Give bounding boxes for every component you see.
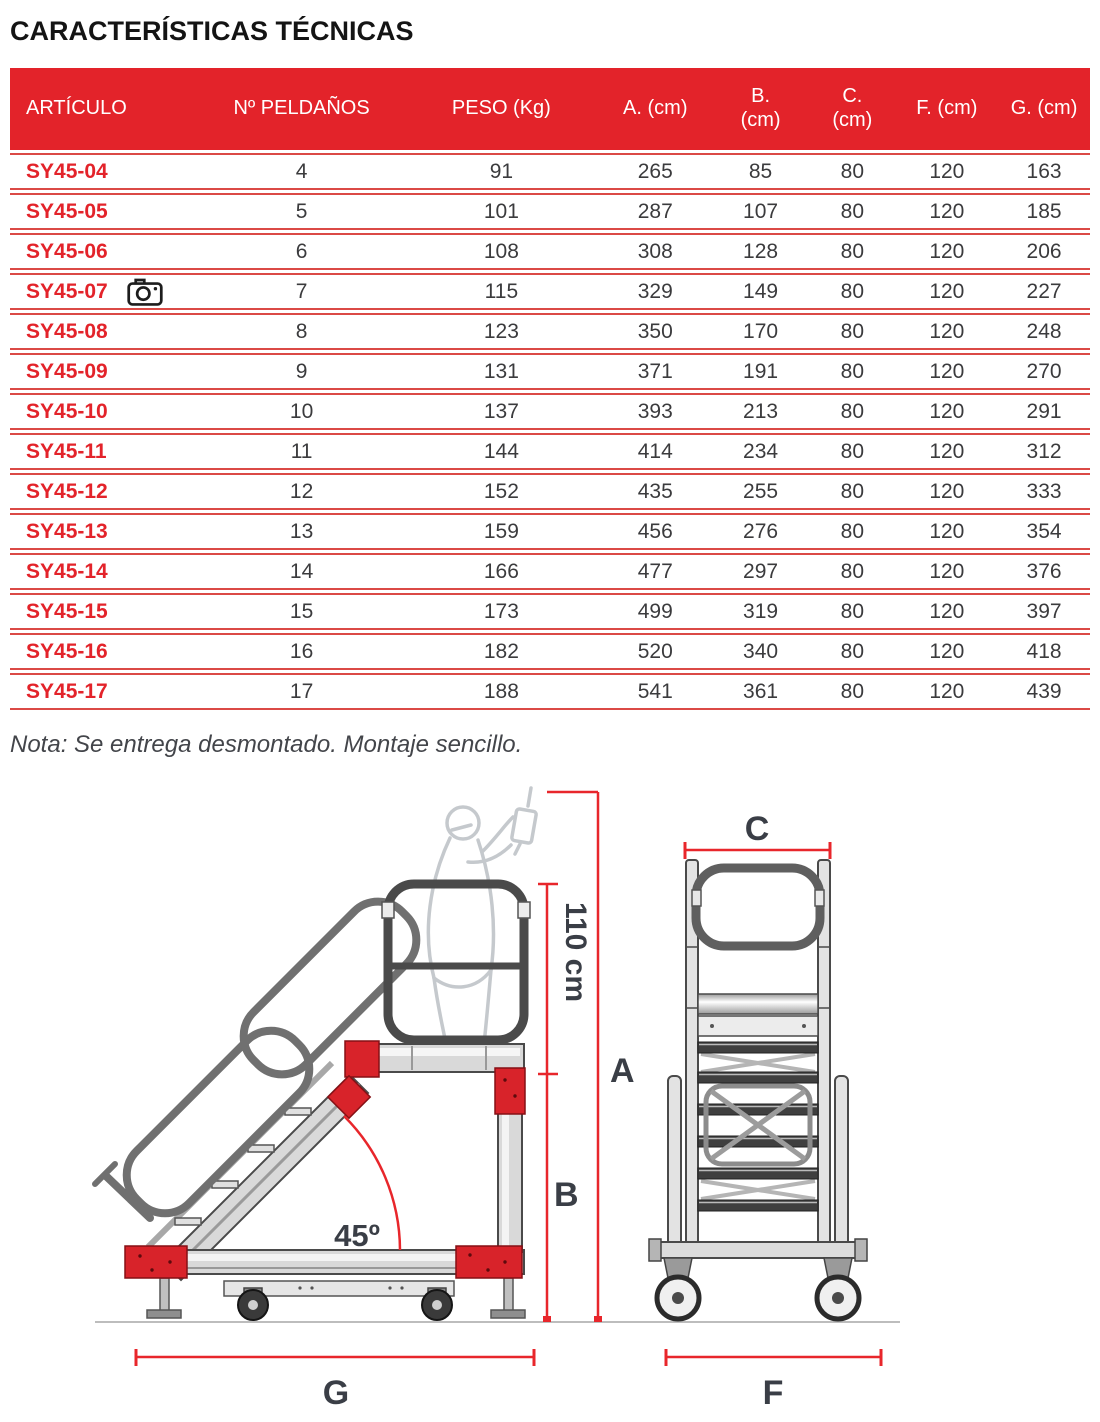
- cell-articulo: [10, 480, 199, 504]
- table-row: [10, 193, 1090, 230]
- dim-label-g: G: [322, 1374, 350, 1412]
- cell-articulo: [10, 320, 199, 344]
- cell-articulo: [10, 400, 199, 424]
- cell-f-cm: 120: [929, 439, 965, 463]
- articulo-code: SY45-13: [26, 519, 108, 543]
- front-guardrail: [692, 868, 824, 946]
- cell-num-peldanos: 4: [295, 159, 308, 183]
- dim-label-angle: 45º: [334, 1218, 380, 1253]
- cell-peso-kg: 182: [483, 639, 519, 663]
- dim-label-c: C: [744, 810, 770, 848]
- cell-c-cm: 80: [840, 679, 865, 703]
- column-header-g-cm: G. (cm): [1010, 97, 1078, 120]
- table-row: [10, 553, 1090, 590]
- articulo-code: SY45-12: [26, 479, 108, 503]
- cell-c-cm: 80: [840, 399, 865, 423]
- articulo-code: SY45-09: [26, 359, 108, 383]
- cell-num-peldanos: 9: [295, 359, 308, 383]
- articulo-code: SY45-04: [26, 159, 108, 183]
- side-view-drawing: [95, 788, 635, 1412]
- table-header-row: [10, 68, 1090, 150]
- cell-b-cm: 213: [743, 399, 779, 423]
- cell-g-cm: 439: [1026, 679, 1062, 703]
- cell-a-cm: 265: [637, 159, 673, 183]
- column-header-articulo: ARTÍCULO: [26, 97, 127, 120]
- cell-b-cm: 297: [743, 559, 779, 583]
- cell-peso-kg: 144: [483, 439, 519, 463]
- cell-b-cm: 255: [743, 479, 779, 503]
- cell-peso-kg: 173: [483, 599, 519, 623]
- cell-a-cm: 371: [637, 359, 673, 383]
- cell-articulo: [10, 560, 199, 584]
- table-row: [10, 593, 1090, 630]
- cell-articulo: [10, 277, 199, 307]
- cell-peso-kg: 159: [483, 519, 519, 543]
- cell-f-cm: 120: [929, 159, 965, 183]
- note-text: Nota: Se entrega desmontado. Montaje sencillo.: [10, 731, 523, 758]
- cell-g-cm: 227: [1026, 279, 1062, 303]
- cell-f-cm: 120: [929, 239, 965, 263]
- table-row: [10, 673, 1090, 710]
- cell-peso-kg: 166: [483, 559, 519, 583]
- cell-c-cm: 80: [840, 279, 865, 303]
- cell-articulo: [10, 600, 199, 624]
- cell-c-cm: 80: [840, 359, 865, 383]
- column-header-a-cm: A. (cm): [623, 97, 688, 120]
- spec-table: [10, 68, 1090, 710]
- articulo-code: SY45-17: [26, 679, 108, 703]
- table-row: [10, 273, 1090, 310]
- table-row: [10, 513, 1090, 550]
- cell-f-cm: 120: [929, 599, 965, 623]
- cell-c-cm: 80: [840, 639, 865, 663]
- front-base: [649, 1239, 867, 1319]
- camera-icon: [126, 277, 164, 307]
- column-header-c-cm: C. (cm): [832, 85, 873, 131]
- cell-articulo: [10, 240, 199, 264]
- cell-peso-kg: 108: [483, 239, 519, 263]
- cell-a-cm: 414: [637, 439, 673, 463]
- cell-a-cm: 393: [637, 399, 673, 423]
- cell-num-peldanos: 16: [289, 639, 314, 663]
- cell-c-cm: 80: [840, 559, 865, 583]
- cell-peso-kg: 152: [483, 479, 519, 503]
- dim-label-f: F: [762, 1374, 784, 1412]
- cell-a-cm: 329: [637, 279, 673, 303]
- cell-c-cm: 80: [840, 479, 865, 503]
- cell-b-cm: 128: [743, 239, 779, 263]
- cell-peso-kg: 101: [483, 199, 519, 223]
- cell-articulo: [10, 640, 199, 664]
- cell-peso-kg: 91: [489, 159, 514, 183]
- page-title: CARACTERÍSTICAS TÉCNICAS: [10, 16, 414, 46]
- cell-a-cm: 541: [637, 679, 673, 703]
- column-header-b-cm: B. (cm): [740, 85, 781, 131]
- cell-peso-kg: 123: [483, 319, 519, 343]
- table-row: [10, 433, 1090, 470]
- cell-articulo: [10, 680, 199, 704]
- cell-a-cm: 499: [637, 599, 673, 623]
- cell-g-cm: 333: [1026, 479, 1062, 503]
- articulo-code: SY45-15: [26, 599, 108, 623]
- cell-f-cm: 120: [929, 679, 965, 703]
- cell-f-cm: 120: [929, 399, 965, 423]
- articulo-code: SY45-08: [26, 319, 108, 343]
- cell-c-cm: 80: [840, 519, 865, 543]
- cell-num-peldanos: 12: [289, 479, 314, 503]
- cell-num-peldanos: 14: [289, 559, 314, 583]
- cell-num-peldanos: 10: [289, 399, 314, 423]
- technical-diagram: [0, 780, 1100, 1422]
- cell-g-cm: 354: [1026, 519, 1062, 543]
- table-row: [10, 153, 1090, 190]
- cell-f-cm: 120: [929, 359, 965, 383]
- cell-num-peldanos: 8: [295, 319, 308, 343]
- articulo-code: SY45-14: [26, 559, 108, 583]
- cell-c-cm: 80: [840, 199, 865, 223]
- cell-articulo: [10, 200, 199, 224]
- front-x-brace-frame: [706, 1086, 810, 1164]
- cell-b-cm: 191: [743, 359, 779, 383]
- cell-g-cm: 206: [1026, 239, 1062, 263]
- cell-f-cm: 120: [929, 319, 965, 343]
- table-row: [10, 393, 1090, 430]
- cell-g-cm: 270: [1026, 359, 1062, 383]
- cell-num-peldanos: 15: [289, 599, 314, 623]
- articulo-code: SY45-11: [26, 439, 107, 463]
- cell-f-cm: 120: [929, 199, 965, 223]
- cell-a-cm: 308: [637, 239, 673, 263]
- cell-peso-kg: 115: [484, 279, 519, 303]
- dim-label-b: B: [554, 1176, 579, 1214]
- cell-g-cm: 397: [1026, 599, 1062, 623]
- cell-b-cm: 170: [743, 319, 779, 343]
- cell-b-cm: 276: [743, 519, 779, 543]
- table-row: [10, 633, 1090, 670]
- cell-articulo: [10, 440, 199, 464]
- cell-g-cm: 291: [1026, 399, 1062, 423]
- cell-num-peldanos: 5: [295, 199, 308, 223]
- cell-num-peldanos: 6: [295, 239, 308, 263]
- cell-g-cm: 163: [1026, 159, 1062, 183]
- cell-f-cm: 120: [929, 559, 965, 583]
- cell-b-cm: 340: [743, 639, 779, 663]
- cell-c-cm: 80: [840, 159, 865, 183]
- cell-b-cm: 85: [748, 159, 773, 183]
- cell-g-cm: 248: [1026, 319, 1062, 343]
- cell-num-peldanos: 13: [289, 519, 314, 543]
- cell-num-peldanos: 7: [295, 279, 308, 303]
- cell-a-cm: 520: [637, 639, 673, 663]
- articulo-code: SY45-16: [26, 639, 108, 663]
- cell-articulo: [10, 360, 199, 384]
- cell-f-cm: 120: [929, 479, 965, 503]
- cell-num-peldanos: 11: [290, 439, 313, 463]
- cell-f-cm: 120: [929, 279, 965, 303]
- articulo-code: SY45-05: [26, 199, 108, 223]
- table-row: [10, 473, 1090, 510]
- column-header-peso-kg: PESO (Kg): [451, 97, 551, 120]
- table-row: [10, 313, 1090, 350]
- articulo-code: SY45-06: [26, 239, 108, 263]
- column-header-f-cm: F. (cm): [916, 97, 978, 120]
- table-row: [10, 353, 1090, 390]
- cell-a-cm: 456: [637, 519, 673, 543]
- table-row: [10, 233, 1090, 270]
- cell-articulo: [10, 520, 199, 544]
- dim-label-110cm: 110 cm: [559, 901, 592, 1003]
- dim-label-a: A: [610, 1052, 635, 1090]
- cell-b-cm: 149: [743, 279, 779, 303]
- cell-a-cm: 435: [637, 479, 673, 503]
- cell-peso-kg: 137: [483, 399, 519, 423]
- articulo-code: SY45-10: [26, 399, 108, 423]
- cell-f-cm: 120: [929, 519, 965, 543]
- cell-a-cm: 477: [637, 559, 673, 583]
- cell-g-cm: 185: [1026, 199, 1062, 223]
- cell-a-cm: 287: [637, 199, 673, 223]
- cell-b-cm: 319: [743, 599, 779, 623]
- cell-b-cm: 234: [743, 439, 779, 463]
- cell-peso-kg: 188: [483, 679, 519, 703]
- cell-g-cm: 376: [1026, 559, 1062, 583]
- table-body: [10, 150, 1090, 710]
- cell-c-cm: 80: [840, 599, 865, 623]
- cell-b-cm: 107: [743, 199, 779, 223]
- cell-a-cm: 350: [637, 319, 673, 343]
- articulo-code: SY45-07: [26, 279, 108, 303]
- cell-b-cm: 361: [743, 679, 779, 703]
- cell-articulo: [10, 160, 199, 184]
- cell-c-cm: 80: [840, 319, 865, 343]
- cell-num-peldanos: 17: [289, 679, 314, 703]
- cell-g-cm: 418: [1026, 639, 1062, 663]
- cell-c-cm: 80: [840, 239, 865, 263]
- cell-c-cm: 80: [840, 439, 865, 463]
- cell-peso-kg: 131: [483, 359, 519, 383]
- cell-g-cm: 312: [1026, 439, 1062, 463]
- column-header-num-peldanos: Nº PELDAÑOS: [233, 97, 370, 120]
- cell-f-cm: 120: [929, 639, 965, 663]
